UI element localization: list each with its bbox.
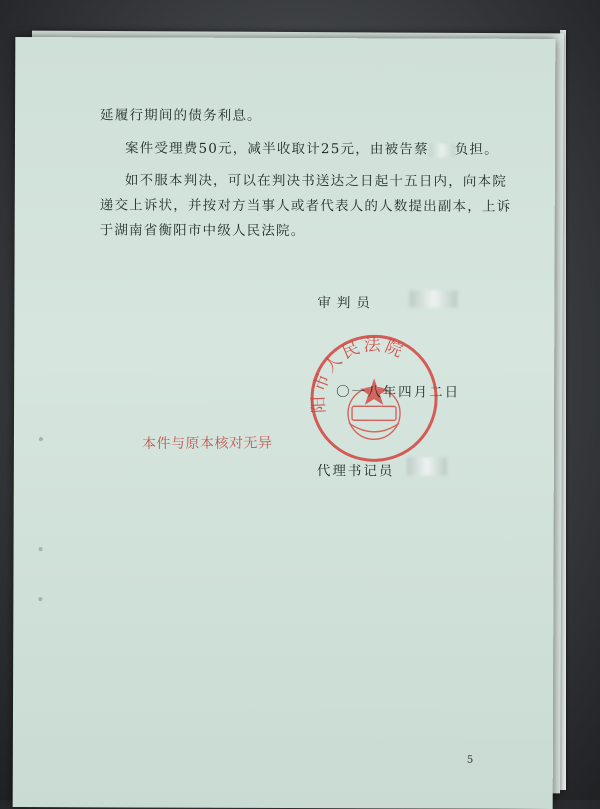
- paragraph-appeal-line3: 于湖南省衡阳市中级人民法院。: [99, 222, 306, 240]
- binding-hole: [39, 547, 43, 551]
- fee-text: 案件受理费50元，减半收取计25元，由被告蔡: [124, 140, 429, 158]
- binding-hole: [38, 597, 42, 601]
- clerk-label: 代理书记员: [316, 463, 395, 480]
- copy-verification-stamp: 本件与原本核对无异: [141, 435, 273, 453]
- fee-suffix: 负担。: [454, 141, 499, 158]
- binding-hole: [39, 437, 43, 441]
- paragraph-fee: [125, 136, 499, 157]
- clerk-name-redacted: [407, 457, 447, 475]
- judge-label: 审判员: [317, 295, 376, 312]
- judge-name-redacted: [409, 290, 457, 307]
- svg-text:阳市人民法院: 阳市人民法院: [308, 335, 409, 414]
- paragraph-appeal-line2: 递交上诉状，并按对方当事人或者代表人的人数提出副本，上诉: [99, 197, 512, 215]
- redacted-name: [429, 143, 455, 157]
- page-number: 5: [466, 754, 474, 766]
- judgment-date: 〇一八年四月二日: [336, 384, 461, 401]
- paragraph-interest: 延履行期间的债务利息。: [100, 107, 262, 124]
- paragraph-appeal-line1: 如不服本判决，可以在判决书送达之日起十五日内，向本院: [124, 172, 508, 190]
- document-page: [13, 37, 556, 809]
